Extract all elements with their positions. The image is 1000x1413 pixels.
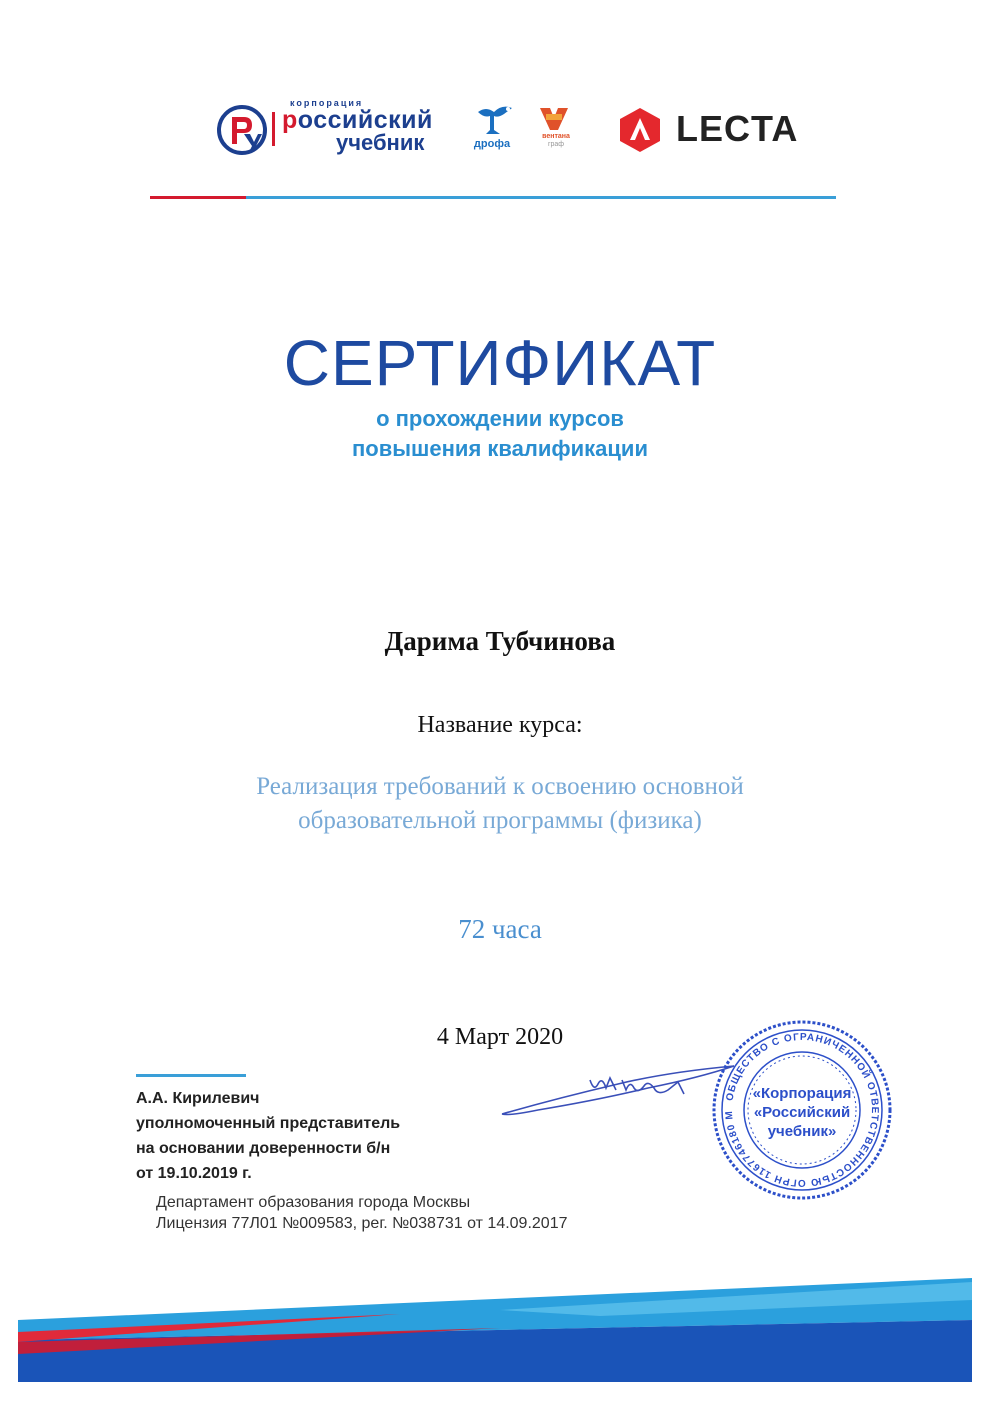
department-block xyxy=(156,1192,568,1234)
svg-text:«Российский: «Российский xyxy=(753,1104,851,1121)
recipient-name: Дарима Тубчинова xyxy=(384,626,616,656)
ru-logo-icon xyxy=(216,104,268,156)
header-divider-blue xyxy=(246,196,836,199)
signer-role: уполномоченный представитель xyxy=(136,1115,401,1132)
signer-accent-line xyxy=(136,1074,246,1077)
signer-basis: на основании доверенности б/н xyxy=(136,1140,391,1157)
drofa-label: дрофа xyxy=(473,138,511,150)
svg-text:ОБЩЕСТВО С ОГРАНИЧЕННОЙ ОТВЕТС: ОБЩЕСТВО С ОГРАНИЧЕННОЙ ОТВЕТСТВЕННОСТЬЮ ОГРН 1167746180 М xyxy=(723,1031,881,1189)
ventana-graf-label: вентана граф xyxy=(542,133,570,148)
ventana-graf-icon xyxy=(536,104,572,134)
ru-logo-line2: учебник xyxy=(336,130,425,155)
subtitle-line-1: о прохождении курсов xyxy=(376,406,624,431)
drofa-bird-icon xyxy=(472,102,516,138)
handwritten-signature xyxy=(498,1058,738,1124)
bottom-decorative-band xyxy=(0,1270,1000,1390)
lecta-wordmark: LECTA xyxy=(676,108,799,149)
official-stamp xyxy=(710,1018,894,1202)
course-name xyxy=(0,770,1000,838)
signer-basis-date: от 19.10.2019 г. xyxy=(136,1165,252,1182)
course-hours: 72 часа xyxy=(458,914,542,944)
license-info: Лицензия 77Л01 №009583, рег. №038731 от 14.09.2017 xyxy=(156,1215,568,1232)
course-name-line-2: образовательной программы (физика) xyxy=(298,807,702,834)
course-label: Название курса: xyxy=(417,712,583,738)
issue-date: 4 Март 2020 xyxy=(436,1024,564,1050)
logo-separator xyxy=(272,112,275,146)
certificate-title: СЕРТИФИКАТ xyxy=(283,327,717,399)
svg-text:«Корпорация: «Корпорация xyxy=(752,1085,852,1102)
signer-name: А.А. Кирилевич xyxy=(136,1090,260,1107)
ru-logo-small-text: корпорация xyxy=(290,98,364,108)
lecta-logo-icon xyxy=(616,106,664,154)
certificate-subtitle xyxy=(0,404,1000,464)
svg-text:учебник»: учебник» xyxy=(767,1123,837,1140)
header-divider-red xyxy=(150,196,246,199)
signer-block xyxy=(136,1086,400,1186)
ru-logo-wordmark xyxy=(282,98,442,158)
department-name: Департамент образования города Москвы xyxy=(156,1194,471,1211)
ru-logo-line1: российский xyxy=(282,106,433,134)
course-name-line-1: Реализация требований к освоению основной xyxy=(256,773,744,800)
subtitle-line-2: повышения квалификации xyxy=(352,436,648,461)
